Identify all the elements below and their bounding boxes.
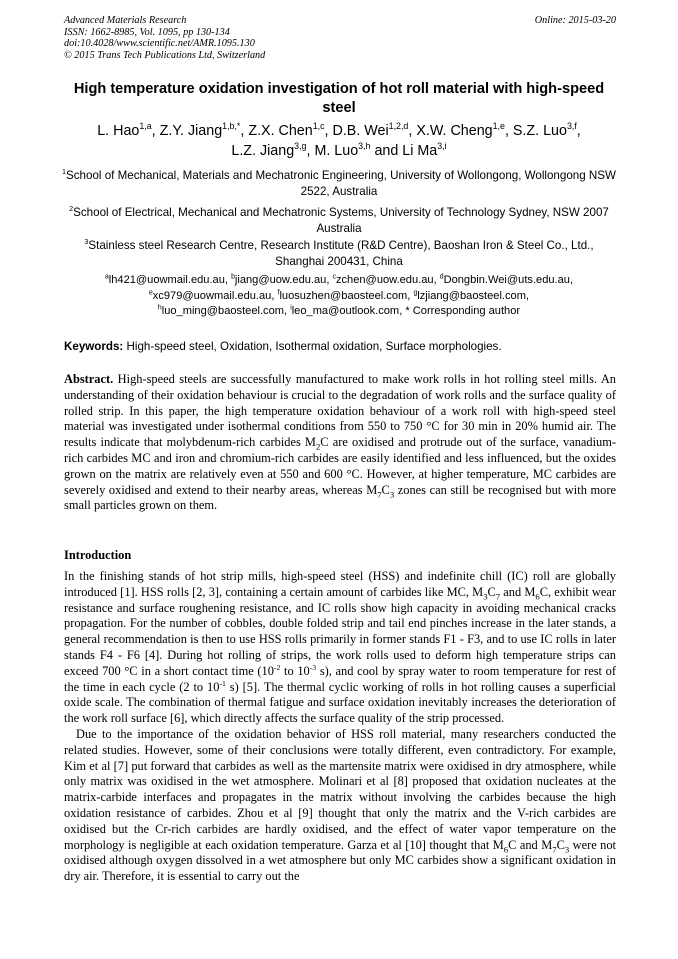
email[interactable]: $^b$jiang@uow.edu.au [231,273,327,286]
author-list: L. Hao$^{1,a}$, Z.Y. Jiang$^{1,b,*}$, Z.X. Chen$^{1,c}$, D.B. Wei$^{1,2,d}$, X.W. Cheng$^{1,e}$, S.Z. Luo$^{3,f}$, L.Z. Jiang$^{3,g}$, M. Luo$^{3,h}$ and Li Ma$^{3,i}$ [97,121,581,159]
affiliation-2: $^2$School of Electrical, Mechanical and Mechatronic Systems, University of Technology Sydney, NSW 2007 Australia [69,204,609,235]
email[interactable]: $^d$Dongbin.Wei@uts.edu.au [439,273,570,286]
copyright-line: © 2015 Trans Tech Publications Ltd, Switzerland [64,49,266,61]
author: X.W. Cheng$^{1,e}$ [416,121,505,139]
section-heading-introduction: Introduction [64,548,132,562]
author: Z.Y. Jiang$^{1,b,*}$ [159,121,241,139]
author: Li Ma$^{3,i}$ [402,140,447,159]
email[interactable]: $^i$leo_ma@outlook.com [290,304,400,318]
corresponding-author-note: * Corresponding author [405,305,521,318]
paper-title: High temperature oxidation investigation of hot roll material with high-speed steel [73,81,605,116]
author: L.Z. Jiang$^{3,g}$ [231,140,307,159]
email[interactable]: $^f$luosuzhen@baosteel.com [277,288,408,302]
author: D.B. Wei$^{1,2,d}$ [332,121,409,139]
affiliation-3: $^3$Stainless steel Research Centre, Research Institute (R&D Centre), Baoshan Iron & Steel Co., Ltd., Shanghai 200431, China [84,237,594,268]
affiliation-1: $^1$School of Mechanical, Materials and Mechatronic Engineering, University of Wollongong, Wollongong NSW 2522, Australia [62,167,616,198]
email[interactable]: $^h$luo_ming@baosteel.com [157,304,285,318]
email[interactable]: $^e$xc979@uowmail.edu.au [148,288,272,302]
journal-header [64,15,616,61]
introduction-body [64,569,616,885]
paragraph: In the finishing stands of hot strip mills, high-speed steel (HSS) and indefinite chill (IC) roll are globally introduced [1]. HSS rolls [2, 3], containing a certain amount of carbides like MC, $M_3C_7$ and $M_6C$, exhibit wear resistance and surface roughening resistance, and IC rolls show high capacity in avoiding mechanical cracks propagation. For the number of cobbles, double folded strip and tail end pinches increase in the later stands, a general recommendation is then to use HSS rolls primarily in former stands F1 - F3, and to use IC rolls in later stands F4 - F6 [4]. During hot rolling of strips, the work rolls used to deform high temperature strips can exceed 700 °C in a short contact time ($10^{-2}$ to $10^{-3}$ s), and cool by spray water to room temperature for rest of the time in each cycle (2 to $10^{-1}$ s) [5]. The thermal cyclic working of rolls in hot rolling causes a superficial oxide scale. The combination of thermal fatigue and surface oxidation inevitably increases the deterioration of the work roll surface [6], which directly affects the surface quality of the strip processed. [64,569,616,726]
abstract-label: Abstract. [64,372,114,386]
abstract: Abstract. High-speed steels are successfully manufactured to make work rolls in hot rolling steel mills. An understanding of their oxidation behaviour is crucial to the degradation of work rolls and the surface quality of rolled strip. In this paper, the high temperature oxidation behaviour of a work roll with high-speed steel material was investigated under isothermal conditions from 550 to 750 °C for 30 min in 20% humid air. The results indicate that molybdenum-rich carbides $M_2C$ are oxidised and protrude out of the surface, vanadium-rich carbides MC and iron and chromium-rich carbides are easily identified and less influenced, but the oxides grown on the matrix are relatively even at 550 and 600 °C. However, at higher temperature, MC carbides are severely oxidised and extend to their nearby areas, whereas $M_7C_3$ zones can still be recognised but with more small particles grown on them. [64,372,616,513]
author: Z.X. Chen$^{1,c}$ [248,121,325,139]
author: M. Luo$^{3,h}$ [314,140,371,159]
online-date: Online: 2015-03-20 [534,15,616,26]
issn-line: ISSN: 1662-8985, Vol. 1095, pp 130-134 [64,26,230,38]
email[interactable]: $^a$lh421@uowmail.edu.au [104,273,225,286]
email-list: $^a$lh421@uowmail.edu.au, $^b$jiang@uow.edu.au, $^c$zchen@uow.edu.au, $^d$Dongbin.Wei@uts.edu.au, $^e$xc979@uowmail.edu.au, $^f$luosuzhen@baosteel.com, $^g$lzjiang@baosteel.com, $^h$luo_ming@baosteel.com, $^i$leo_ma@outlook.com, * Corresponding author [104,273,574,318]
email[interactable]: $^g$lzjiang@baosteel.com [413,288,526,302]
keywords-text: High-speed steel, Oxidation, Isothermal oxidation, Surface morphologies. [126,340,502,353]
author: S.Z. Luo$^{3,f}$ [512,121,577,139]
doi-line: doi:10.4028/www.scientific.net/AMR.1095.130 [64,38,255,50]
author: L. Hao$^{1,a}$ [97,121,152,139]
keywords-label: Keywords: [64,340,124,353]
journal-name: Advanced Materials Research [64,15,187,26]
email[interactable]: $^c$zchen@uow.edu.au [332,273,434,286]
keywords [64,339,616,354]
paragraph: Due to the importance of the oxidation behavior of HSS roll material, many researchers conducted the related studies. However, some of their conclusions were totally different, even contradictory. For example, Kim et al [7] put forward that carbides as well as the martensite matrix were oxidised in dry atmosphere, while only matrix was oxidised in the wet atmosphere. Molinari et al [8] proposed that oxidation nucleates at the matrix-carbide interfaces and propagates in the matrix without involving the carbides because the high oxidation resistance of carbides. Zhou et al [9] thought that only the matrix and the V-rich carbides are oxidised but the Cr-rich carbides are hardly oxidised, and the effect of water vapor temperature on the morphology is negligible at each oxidation temperature. Garza et al [10] thought that $M_6C$ and $M_7C_3$ were not oxidised although oxygen dissolved in a wet atmosphere but only MC carbides show a significant oxidation in dry air. Therefore, it is essential to carry out the [64,726,617,884]
